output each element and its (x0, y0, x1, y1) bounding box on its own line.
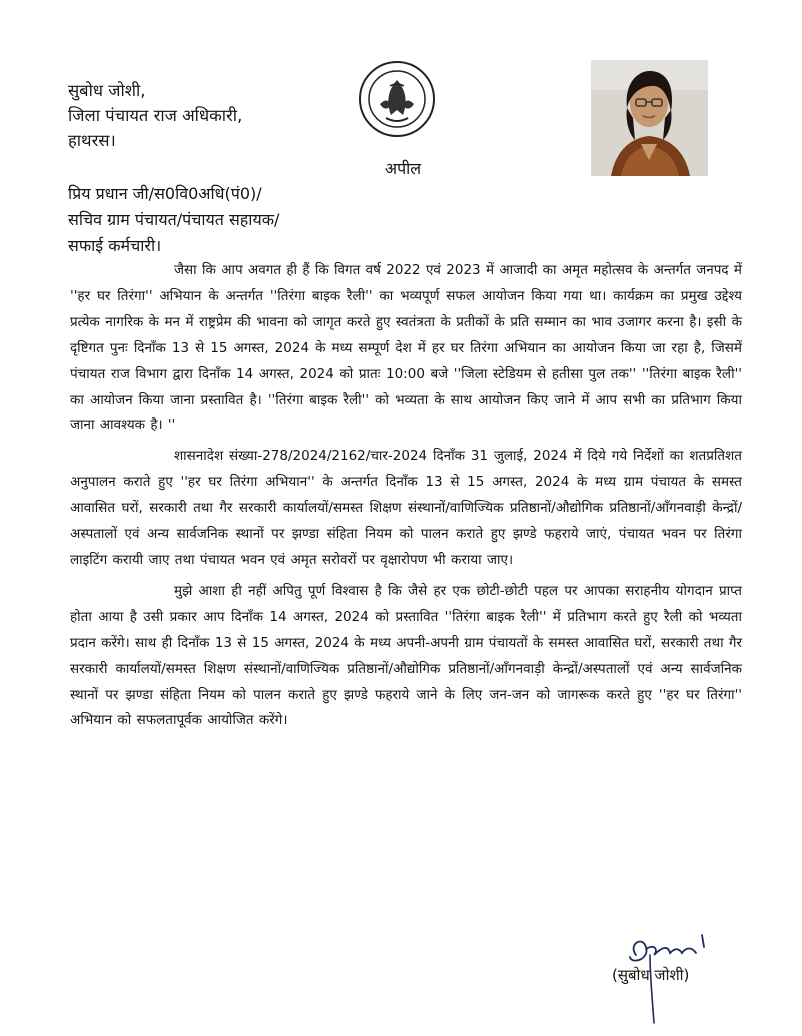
officer-photo (591, 60, 708, 176)
sender-block (68, 78, 242, 153)
addressee-line: सफाई कर्मचारी। (68, 236, 162, 255)
body-paragraph: मुझे आशा ही नहीं अपितु पूर्ण विश्वास है कि जैसे हर एक छोटी-छोटी पहल पर आपका सराहनीय योगदान प्राप्त होता आया है उसी प्रकार आप दिनाँक 14 अगस्त, 2024 को प्रस्तावित ''तिरंगा बाइक रैली'' में प्रतिभाग करते हुए रैली को भव्यता प्रदान करेंगे। साथ ही दिनाँक 13 से 15 अगस्त, 2024 के मध्य अपनी-अपनी ग्राम पंचायतों के समस्त आवासित घरों, सरकारी तथा गैर सरकारी कार्यालयों/समस्त शिक्षण संस्थानों/वाणिज्यिक प्रतिष्ठानों/औद्योगिक प्रतिष्ठानों/आँगनवाड़ी केन्द्रों/अस्पतालों एवं अन्य सार्वजनिक स्थानों पर झण्डा संहिता नियम को पालन कराते हुए झण्डे फहराये जाने के लिए जन-जन को जागरूक करते हुए ''हर घर तिरंगा'' अभियान को सफलतापूर्वक आयोजित करेंगे। (70, 582, 742, 729)
body-paragraph: शासनादेश संख्या-278/2024/2162/चार-2024 दिनाँक 31 जुलाई, 2024 में दिये गये निर्देशों का शतप्रतिशत अनुपालन कराते हुए ''हर घर तिरंगा अभियान'' के अन्तर्गत दिनाँक 13 से 15 अगस्त, 2024 के मध्य ग्राम पंचायत के समस्त आवासित घरों, सरकारी तथा गैर सरकारी कार्यालयों/समस्त शिक्षण संस्थानों/वाणिज्यिक प्रतिष्ठानों/औद्योगिक प्रतिष्ठानों/आँगनवाड़ी केन्द्रों/अस्पतालों एवं अन्य सार्वजनिक स्थानों पर झण्डा संहिता नियम को पालन कराते हुए झण्डे फहराये जाएं, पंचायत भवन पर तिरंगा लाइटिंग करायी जाए तथा पंचायत भवन एवं अमृत सरोवरों पर वृक्षारोपण भी कराया जाए। (70, 448, 742, 568)
sender-place: हाथरस। (68, 131, 116, 150)
body-paragraph: जैसा कि आप अवगत ही हैं कि विगत वर्ष 2022 एवं 2023 में आजादी का अमृत महोत्सव के अन्तर्गत जनपद में ''हर घर तिरंगा'' अभियान के अन्तर्गत ''तिरंगा बाइक रैली'' का भव्यपूर्ण सफल आयोजन किया गया था। कार्यक्रम का प्रमुख उद्देश्य प्रत्येक नागरिक के मन में राष्ट्रप्रेम की भावना को जागृत करते हुए स्वतंत्रता के प्रतीकों के प्रति सम्मान का भाव उजागर करना है। इसी के दृष्टिगत पुनः दिनाँक 13 से 15 अगस्त, 2024 के मध्य सम्पूर्ण देश में हर घर तिरंगा अभियान का आयोजन किया जा रहा है, जिसमें पंचायत राज विभाग द्वारा दिनाँक 14 अगस्त, 2024 को प्रातः 10:00 बजे ''जिला स्टेडियम से हतीसा पुल तक'' ''तिरंगा बाइक रैली'' का आयोजन किया जाना प्रस्तावित है। ''तिरंगा बाइक रैली'' को भव्यता के साथ आयोजन किए जाने में आप सभी का प्रतिभाग किया जाना आवश्यक है। '' (70, 262, 742, 434)
appeal-heading: अपील (384, 159, 422, 178)
letter-body (70, 258, 742, 734)
sender-designation: जिला पंचायत राज अधिकारी, (68, 106, 243, 125)
up-government-emblem (358, 60, 436, 138)
addressee-line: प्रिय प्रधान जी/स0वि0अधि(पं0)/ (68, 184, 262, 203)
addressee-block (68, 181, 279, 259)
signatory-name: (सुबोध जोशी) (612, 966, 690, 984)
sender-name: सुबोध जोशी, (68, 81, 146, 100)
addressee-line: सचिव ग्राम पंचायत/पंचायत सहायक/ (68, 210, 280, 229)
